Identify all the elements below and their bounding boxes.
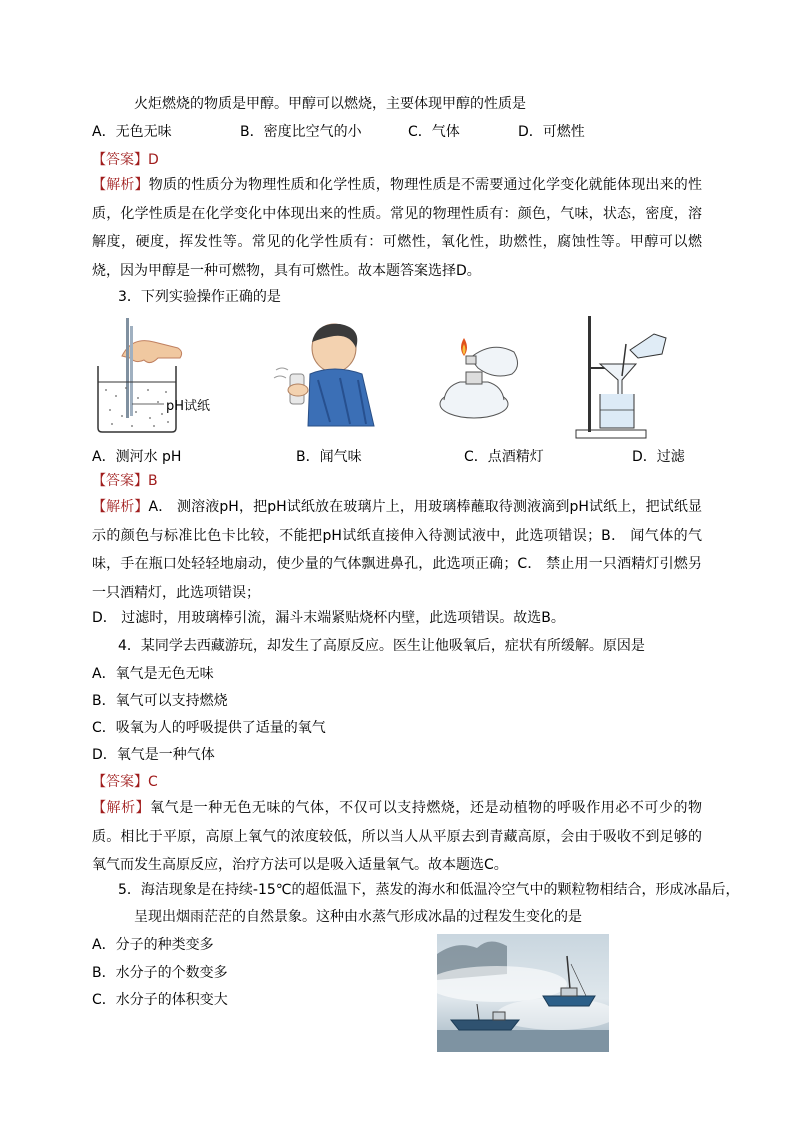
q3-stem: 3．下列实验操作正确的是 [118, 289, 281, 305]
q3-option-d: D．过滤 [632, 449, 685, 465]
q3-answer [92, 471, 158, 491]
q4-option-d: D．氧气是一种气体 [92, 747, 215, 763]
analysis-text: 物质的性质分为物理性质和化学性质，物理性质是不需要通过化学变化就能体现出来的性质，化学性质是在化学变化中体现出来的性质。常见的物理性质有：颜色，气味，状态，密度，溶解度，硬度，挥发性等。常见的化学性质有：可燃性，氧化性，助燃性，腐蚀性等。甲醇可以燃烧，因为甲醇是一种可燃物，具有可燃性。故本题答案选择D。 [92, 177, 703, 279]
q3-analysis [92, 493, 702, 607]
answer-tag: 【答案】 [92, 152, 148, 168]
answer-tag: 【答案】 [92, 774, 148, 790]
q4-analysis [92, 794, 702, 880]
answer-value: D [148, 152, 159, 168]
answer-tag: 【答案】 [92, 473, 148, 489]
analysis-tag: 【解析】 [92, 499, 149, 515]
analysis-text: A． 测溶液pH，把pH试纸放在玻璃片上，用玻璃棒蘸取待测液滴到pH试纸上，把试纸显示的颜色与标准比色卡比较，不能把pH试纸直接伸入待测试液中，此选项错误；B． 闻气体的气味，手在瓶口处轻轻地扇动，使少量的气体飘进鼻孔，此选项正确；C． 禁止用一只酒精灯引燃另一只酒精灯，此选项错误； [92, 499, 702, 601]
q5-stem-line1: 5．海洁现象是在持续-15℃的超低温下，蒸发的海水和低温冷空气中的颗粒物相结合，形成冰晶后， [118, 882, 740, 898]
q3-analysis-cont: D． 过滤时，用玻璃棒引流，漏斗末端紧贴烧杯内壁，此选项错误。故选B。 [92, 610, 565, 626]
q2-option-d: D．可燃性 [518, 124, 585, 140]
analysis-text: 氧气是一种无色无味的气体，不仅可以支持燃烧，还是动植物的呼吸作用必不可少的物质。相比于平原，高原上氧气的浓度较低，所以当人从平原去到青藏高原，会由于吸收不到足够的氧气而发生高原反应，治疗方法可以是吸入适量氧气。故本题选C。 [92, 800, 703, 873]
figure-alcohol-lamp [430, 328, 526, 424]
answer-value: C [148, 774, 158, 790]
sea-smoke-photo [437, 934, 609, 1052]
q2-option-a: A．无色无味 [92, 124, 172, 140]
q2-answer [92, 150, 159, 170]
ph-paper-label: pH试纸 [166, 399, 211, 414]
q3-option-a: A．测河水 pH [92, 449, 182, 465]
q5-option-c: C．水分子的体积变大 [92, 992, 228, 1008]
analysis-tag: 【解析】 [92, 177, 149, 193]
q4-option-b: B．氧气可以支持燃烧 [92, 693, 228, 709]
answer-value: B [148, 473, 158, 489]
q4-answer [92, 772, 158, 792]
q4-stem: 4．某同学去西藏游玩，却发生了高原反应。医生让他吸氧后，症状有所缓解。原因是 [118, 638, 645, 654]
q5-stem-line2: 呈现出烟雨茫茫的自然景象。这种由水蒸气形成冰晶的过程发生变化的是 [134, 909, 582, 925]
figure-ph-test [92, 318, 242, 436]
q3-option-b: B．闻气味 [296, 449, 362, 465]
q2-analysis [92, 171, 702, 285]
analysis-tag: 【解析】 [92, 800, 151, 816]
q5-option-b: B．水分子的个数变多 [92, 965, 228, 981]
q4-option-a: A．氧气是无色无味 [92, 666, 214, 682]
figure-filtration [572, 314, 678, 440]
q4-option-c: C．吸氧为人的呼吸提供了适量的氧气 [92, 720, 326, 736]
figure-smell-gas [270, 320, 394, 428]
q3-option-c: C．点酒精灯 [464, 449, 544, 465]
q2-option-b: B．密度比空气的小 [240, 124, 362, 140]
q5-option-a: A．分子的种类变多 [92, 937, 214, 953]
q2-stem: 火炬燃烧的物质是甲醇。甲醇可以燃烧，主要体现甲醇的性质是 [134, 96, 526, 112]
q2-option-c: C．气体 [408, 124, 460, 140]
